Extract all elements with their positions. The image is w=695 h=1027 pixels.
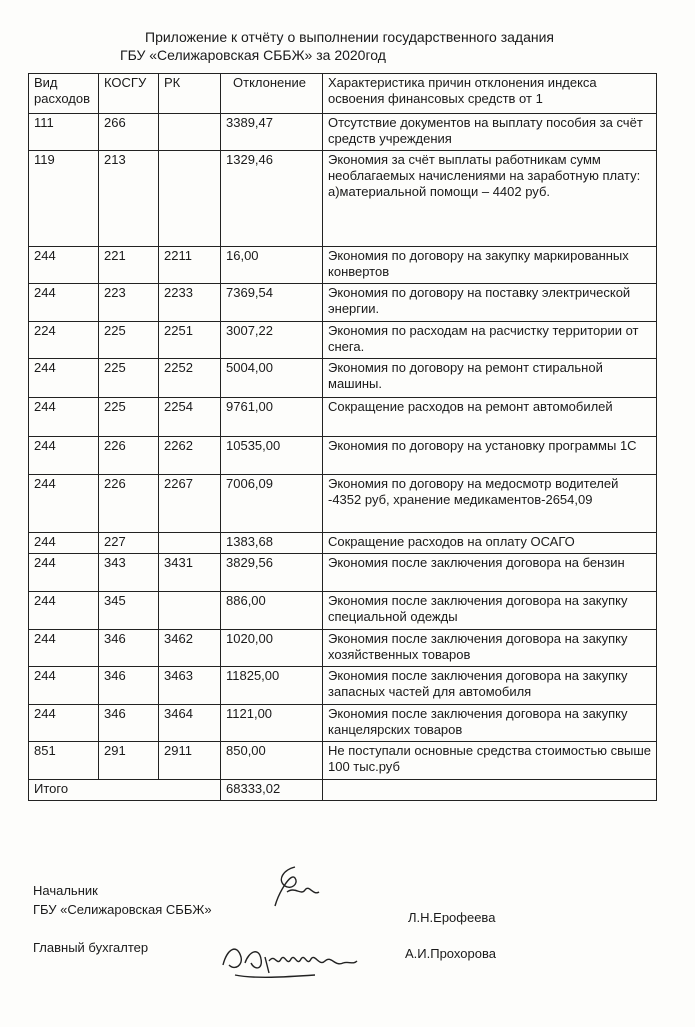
cell-reason: Экономия после заключения договора на закупку запасных частей для автомобиля (323, 667, 657, 705)
cell-vid: 119 (29, 151, 99, 247)
cell-reason: Экономия по договору на установку программы 1С (323, 437, 657, 475)
table-row (29, 630, 657, 667)
table-row (29, 151, 657, 247)
cell-reason: Экономия по договору на медосмотр водителей -4352 руб, хранение медикаментов-2654,09 (323, 475, 657, 533)
cell-rk: 2251 (159, 322, 221, 359)
cell-rk: 3464 (159, 705, 221, 742)
cell-kosgu: 227 (99, 533, 159, 554)
table-row (29, 247, 657, 284)
cell-vid: 244 (29, 398, 99, 437)
table-row (29, 114, 657, 151)
cell-rk: 2254 (159, 398, 221, 437)
cell-vid: 244 (29, 437, 99, 475)
cell-rk: 2911 (159, 742, 221, 780)
head-signature-image (265, 862, 325, 912)
cell-vid: 244 (29, 475, 99, 533)
cell-reason: Экономия по договору на ремонт стиральной машины. (323, 359, 657, 398)
cell-kosgu: 266 (99, 114, 159, 151)
cell-kosgu: 346 (99, 630, 159, 667)
head-name: Л.Н.Ерофеева (408, 910, 496, 925)
cell-deviation: 11825,00 (221, 667, 323, 705)
cell-vid: 224 (29, 322, 99, 359)
cell-vid: 244 (29, 705, 99, 742)
cell-reason: Экономия по договору на поставку электрической энергии. (323, 284, 657, 322)
cell-rk (159, 592, 221, 630)
table-row (29, 554, 657, 592)
cell-deviation: 9761,00 (221, 398, 323, 437)
header-deviation: Отклонение (221, 74, 323, 114)
cell-rk: 2262 (159, 437, 221, 475)
table-row (29, 359, 657, 398)
cell-deviation: 7006,09 (221, 475, 323, 533)
header-kosgu: КОСГУ (99, 74, 159, 114)
table-row (29, 475, 657, 533)
cell-vid: 244 (29, 247, 99, 284)
cell-vid: 244 (29, 667, 99, 705)
deviation-table (28, 73, 657, 801)
cell-kosgu: 225 (99, 359, 159, 398)
cell-deviation: 886,00 (221, 592, 323, 630)
cell-kosgu: 213 (99, 151, 159, 247)
cell-reason: Отсутствие документов на выплату пособия за счёт средств учреждения (323, 114, 657, 151)
head-title-line-1: Начальник (33, 883, 98, 898)
cell-vid: 244 (29, 630, 99, 667)
total-row (29, 780, 657, 801)
table-row (29, 322, 657, 359)
cell-reason: Сокращение расходов на оплату ОСАГО (323, 533, 657, 554)
table-row (29, 437, 657, 475)
cell-rk: 3431 (159, 554, 221, 592)
total-value: 68333,02 (221, 780, 323, 801)
accountant-title: Главный бухгалтер (33, 940, 149, 955)
cell-kosgu: 225 (99, 398, 159, 437)
cell-kosgu: 226 (99, 475, 159, 533)
cell-rk: 2233 (159, 284, 221, 322)
cell-kosgu: 221 (99, 247, 159, 284)
cell-deviation: 3389,47 (221, 114, 323, 151)
table-row (29, 742, 657, 780)
cell-deviation: 10535,00 (221, 437, 323, 475)
table-row (29, 667, 657, 705)
cell-reason: Экономия после заключения договора на закупку канцелярских товаров (323, 705, 657, 742)
cell-deviation: 1329,46 (221, 151, 323, 247)
header-reason: Характеристика причин отклонения индекса освоения финансовых средств от 1 (323, 74, 657, 114)
cell-kosgu: 226 (99, 437, 159, 475)
cell-reason: Экономия за счёт выплаты работникам сумм необлагаемых начислениями на заработную плату: а)материальной помощи – 4402 руб. (323, 151, 657, 247)
header-vid: Вид расходов (29, 74, 99, 114)
cell-kosgu: 343 (99, 554, 159, 592)
cell-rk: 3463 (159, 667, 221, 705)
cell-rk: 2267 (159, 475, 221, 533)
cell-deviation: 1121,00 (221, 705, 323, 742)
cell-vid: 244 (29, 359, 99, 398)
cell-rk: 2252 (159, 359, 221, 398)
cell-rk (159, 533, 221, 554)
cell-deviation: 3007,22 (221, 322, 323, 359)
cell-vid: 851 (29, 742, 99, 780)
cell-deviation: 7369,54 (221, 284, 323, 322)
cell-reason: Не поступали основные средства стоимостью свыше 100 тыс.руб (323, 742, 657, 780)
cell-kosgu: 345 (99, 592, 159, 630)
total-label: Итого (29, 780, 221, 801)
table-header-row (29, 74, 657, 114)
total-empty (323, 780, 657, 801)
cell-deviation: 1383,68 (221, 533, 323, 554)
cell-vid: 244 (29, 284, 99, 322)
cell-reason: Экономия по расходам на расчистку территории от снега. (323, 322, 657, 359)
cell-kosgu: 291 (99, 742, 159, 780)
cell-reason: Экономия по договору на закупку маркированных конвертов (323, 247, 657, 284)
cell-rk (159, 114, 221, 151)
title-line-2: ГБУ «Селижаровская СББЖ» за 2020год (120, 47, 386, 63)
cell-reason: Сокращение расходов на ремонт автомобилей (323, 398, 657, 437)
table-row (29, 284, 657, 322)
cell-vid: 244 (29, 533, 99, 554)
cell-vid: 244 (29, 554, 99, 592)
cell-deviation: 3829,56 (221, 554, 323, 592)
cell-rk: 3462 (159, 630, 221, 667)
table-row (29, 533, 657, 554)
cell-deviation: 850,00 (221, 742, 323, 780)
cell-kosgu: 346 (99, 667, 159, 705)
cell-deviation: 5004,00 (221, 359, 323, 398)
cell-reason: Экономия после заключения договора на закупку хозяйственных товаров (323, 630, 657, 667)
accountant-signature-image (215, 935, 365, 985)
cell-vid: 111 (29, 114, 99, 151)
table-row (29, 705, 657, 742)
cell-rk (159, 151, 221, 247)
table-row (29, 592, 657, 630)
header-rk: РК (159, 74, 221, 114)
head-title-line-2: ГБУ «Селижаровская СББЖ» (33, 902, 212, 917)
cell-deviation: 1020,00 (221, 630, 323, 667)
table-row (29, 398, 657, 437)
cell-kosgu: 225 (99, 322, 159, 359)
cell-reason: Экономия после заключения договора на закупку специальной одежды (323, 592, 657, 630)
title-line-1: Приложение к отчёту о выполнении государственного задания (145, 29, 554, 45)
cell-reason: Экономия после заключения договора на бензин (323, 554, 657, 592)
cell-kosgu: 223 (99, 284, 159, 322)
cell-rk: 2211 (159, 247, 221, 284)
accountant-name: А.И.Прохорова (405, 946, 496, 961)
cell-deviation: 16,00 (221, 247, 323, 284)
cell-vid: 244 (29, 592, 99, 630)
cell-kosgu: 346 (99, 705, 159, 742)
